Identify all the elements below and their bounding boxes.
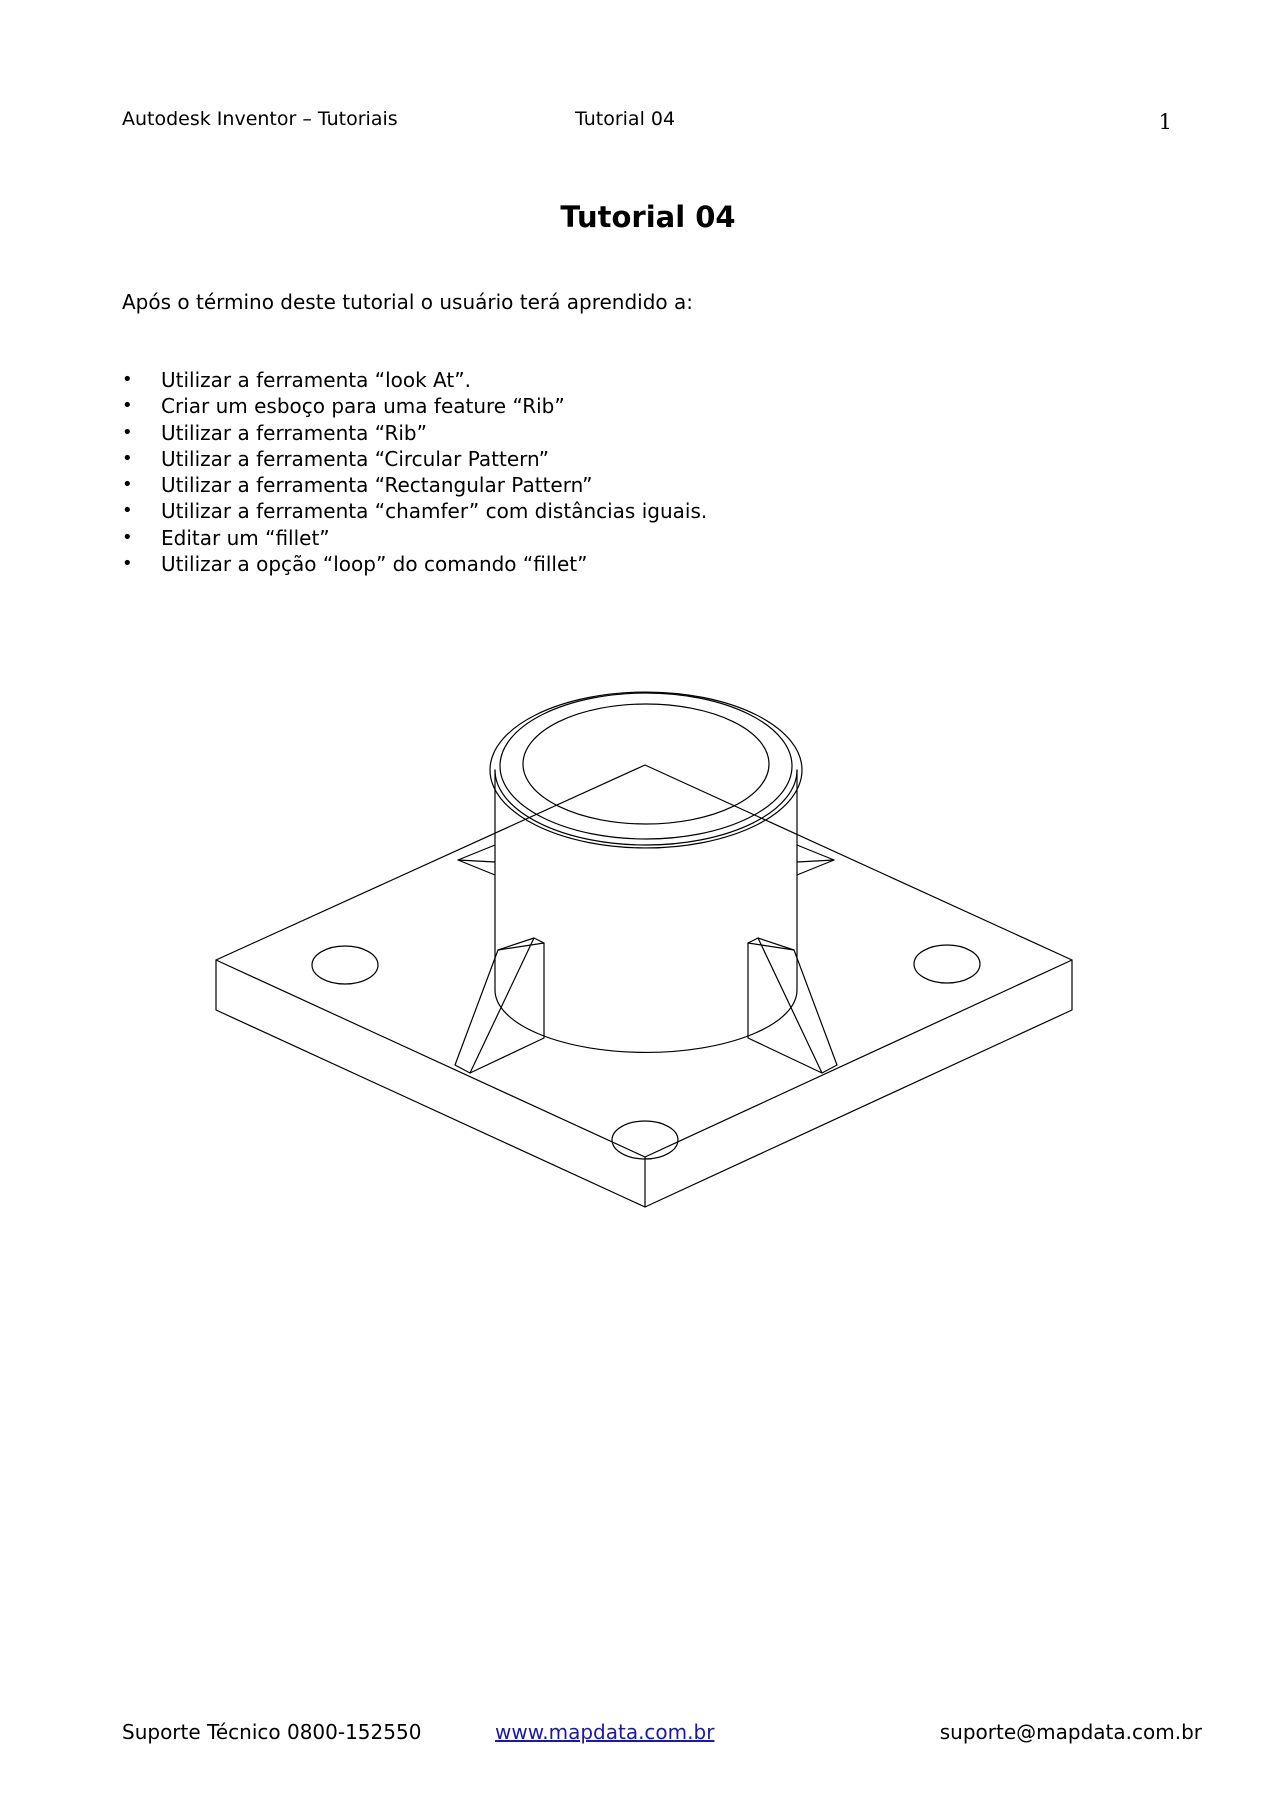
- list-item: • Utilizar a ferramenta “Rectangular Pattern”: [122, 473, 593, 498]
- plate-right-edge: [645, 960, 1072, 1207]
- header-doc-title: Autodesk Inventor – Tutoriais: [122, 108, 398, 130]
- boss-bottom-curve: [495, 990, 797, 1052]
- rib-front-left-side: [470, 938, 544, 1073]
- bullet-icon: •: [122, 395, 133, 417]
- page-number: 1: [1158, 110, 1172, 134]
- bolt-hole-left: [312, 946, 378, 984]
- bullet-icon: •: [122, 500, 133, 522]
- intro-text: Após o término deste tutorial o usuário terá aprendido a:: [122, 290, 694, 314]
- list-item: • Utilizar a ferramenta “Rib”: [122, 420, 427, 445]
- bolt-hole-front: [612, 1121, 678, 1159]
- list-item: • Utilizar a ferramenta “look At”.: [122, 368, 471, 392]
- bolt-hole-right: [914, 945, 980, 983]
- header-section-title: Tutorial 04: [575, 108, 676, 130]
- bullet-icon: •: [122, 474, 133, 496]
- bullet-icon: •: [122, 421, 133, 443]
- list-item: • Utilizar a ferramenta “Circular Pattern”: [122, 446, 549, 471]
- bullet-icon: •: [122, 526, 133, 548]
- rib-front-right-side: [748, 938, 822, 1073]
- bullet-icon: •: [122, 553, 133, 575]
- rib-front-left-face: [455, 938, 534, 1073]
- list-item: • Editar um “fillet”: [122, 525, 330, 550]
- boss-top-front: [495, 770, 797, 845]
- page-footer: [122, 1720, 1202, 1750]
- footer-support-phone: Suporte Técnico 0800-152550: [122, 1720, 422, 1744]
- rib-front-left-top: [498, 943, 544, 950]
- list-item: • Criar um esboço para uma feature “Rib”: [122, 394, 565, 419]
- boss-bore: [523, 704, 769, 824]
- list-item: • Utilizar a opção “loop” do comando “fillet”: [122, 552, 588, 577]
- page-header: [122, 108, 1172, 138]
- footer-website-link[interactable]: www.mapdata.com.br: [495, 1720, 715, 1744]
- isometric-flange-drawing: [200, 680, 1100, 1280]
- rib-front-right-face: [758, 938, 837, 1073]
- page-title: Tutorial 04: [560, 200, 736, 234]
- footer-email: suporte@mapdata.com.br: [939, 1720, 1202, 1744]
- rib-front-right-top: [748, 943, 794, 950]
- bullet-icon: •: [122, 369, 133, 390]
- objectives-list: [122, 367, 707, 577]
- bullet-icon: •: [122, 447, 133, 469]
- plate-left-edge: [216, 960, 645, 1207]
- list-item: • Utilizar a ferramenta “chamfer” com distâncias iguais.: [122, 499, 708, 524]
